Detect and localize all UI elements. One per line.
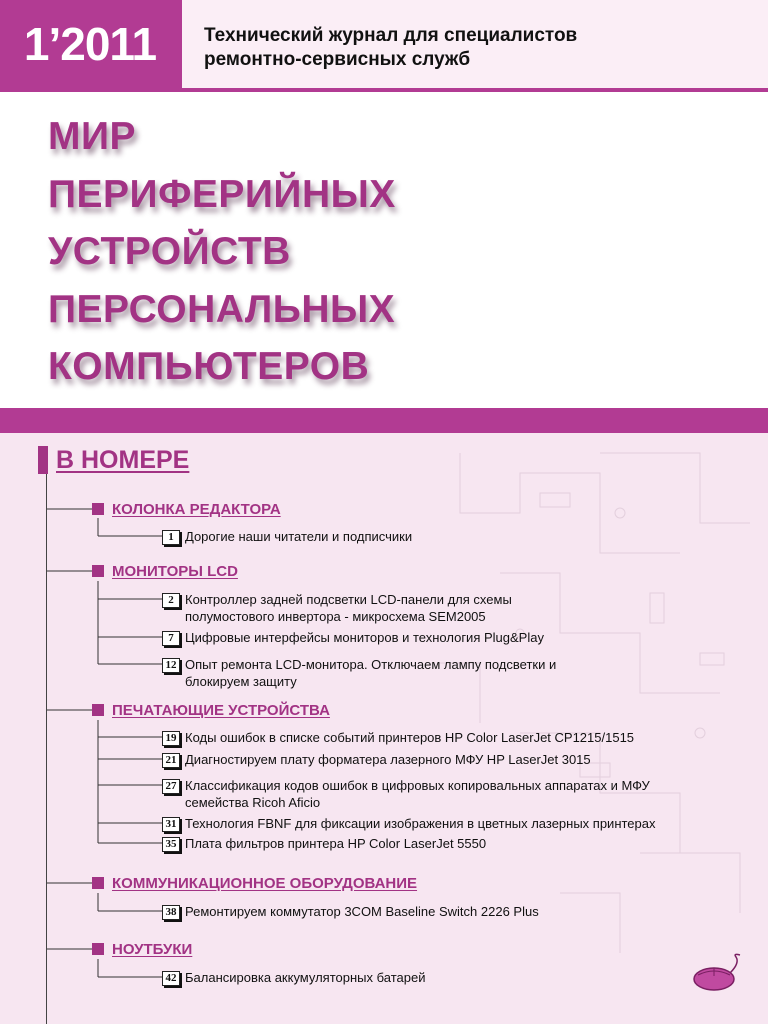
article-title: Классификация кодов ошибок в цифровых копировальных аппаратах и МФУ семейства Ricoh Aficio bbox=[185, 778, 650, 810]
magazine-subtitle bbox=[204, 24, 764, 72]
issue-number: 1’2011 bbox=[23, 18, 157, 70]
contents-item bbox=[162, 815, 745, 832]
article-title: Плата фильтров принтера HP Color LaserJet 5550 bbox=[185, 836, 487, 851]
page-number: 38 bbox=[162, 905, 180, 920]
magazine-title bbox=[48, 108, 396, 396]
category-marker bbox=[92, 503, 104, 515]
article-title: Дорогие наши читатели и подписчики bbox=[185, 529, 413, 544]
title-line: ПЕРСОНАЛЬНЫХ bbox=[48, 287, 396, 331]
category-name: НОУТБУКИ bbox=[112, 940, 193, 958]
contents-title: В НОМЕРЕ bbox=[56, 445, 190, 474]
page-number: 2 bbox=[162, 593, 180, 608]
category-heading bbox=[92, 499, 281, 519]
category-heading bbox=[92, 561, 238, 581]
category-marker bbox=[92, 565, 104, 577]
category-name: ПЕЧАТАЮЩИЕ УСТРОЙСТВА bbox=[112, 701, 330, 719]
article-title: Диагностируем плату форматера лазерного МФУ HP LaserJet 3015 bbox=[185, 752, 591, 767]
category-marker bbox=[92, 704, 104, 716]
article-title: Балансировка аккумуляторных батарей bbox=[185, 970, 426, 985]
computer-mouse-icon bbox=[690, 953, 750, 993]
page-number: 19 bbox=[162, 731, 180, 746]
contents-item bbox=[162, 729, 745, 746]
header-bar bbox=[0, 0, 768, 92]
contents-item bbox=[162, 591, 745, 625]
category-heading bbox=[92, 700, 330, 720]
subtitle-line: ремонтно-сервисных служб bbox=[204, 49, 471, 70]
contents-item bbox=[162, 656, 745, 690]
contents-item bbox=[162, 969, 745, 986]
page-number: 31 bbox=[162, 817, 180, 832]
divider-band bbox=[0, 408, 768, 433]
title-line: МИР bbox=[48, 115, 137, 158]
page-number: 27 bbox=[162, 779, 180, 794]
title-line: УСТРОЙСТВ bbox=[48, 230, 291, 273]
article-title: Опыт ремонта LCD-монитора. Отключаем лампу подсветки и блокируем защиту bbox=[185, 657, 557, 689]
page-number: 21 bbox=[162, 753, 180, 768]
category-marker bbox=[92, 877, 104, 889]
article-title: Ремонтируем коммутатор 3COM Baseline Switch 2226 Plus bbox=[185, 904, 539, 919]
page-number: 7 bbox=[162, 631, 180, 646]
category-marker bbox=[92, 943, 104, 955]
subtitle-box bbox=[182, 0, 768, 88]
article-title: Коды ошибок в списке событий принтеров HP Color LaserJet CP1215/1515 bbox=[185, 730, 635, 745]
category-name: КОММУНИКАЦИОННОЕ ОБОРУДОВАНИЕ bbox=[112, 874, 418, 892]
title-line: КОМПЬЮТЕРОВ bbox=[48, 345, 370, 388]
category-name: МОНИТОРЫ LCD bbox=[112, 562, 238, 580]
category-name: КОЛОНКА РЕДАКТОРА bbox=[112, 500, 281, 518]
contents-item bbox=[162, 835, 745, 852]
contents-panel bbox=[0, 433, 768, 1024]
contents-item bbox=[162, 903, 745, 920]
page-number: 12 bbox=[162, 658, 180, 673]
page-number: 1 bbox=[162, 530, 180, 545]
category-heading bbox=[92, 873, 417, 893]
contents-item bbox=[162, 751, 745, 768]
contents-item bbox=[162, 528, 745, 545]
article-title: Цифровые интерфейсы мониторов и технология Plug&Play bbox=[185, 630, 544, 645]
contents-item bbox=[162, 777, 745, 811]
article-title: Контроллер задней подсветки LCD-панели для схемы полумостового инвертора - микросхема SEM2005 bbox=[185, 592, 512, 624]
subtitle-line: Технический журнал для специалистов bbox=[204, 25, 578, 46]
category-heading bbox=[92, 939, 192, 959]
contents-item bbox=[162, 629, 745, 646]
page-number: 35 bbox=[162, 837, 180, 852]
page-number: 42 bbox=[162, 971, 180, 986]
article-title: Технология FBNF для фиксации изображения в цветных лазерных принтерах bbox=[185, 816, 656, 831]
title-line: ПЕРИФЕРИЙНЫХ bbox=[48, 172, 396, 216]
